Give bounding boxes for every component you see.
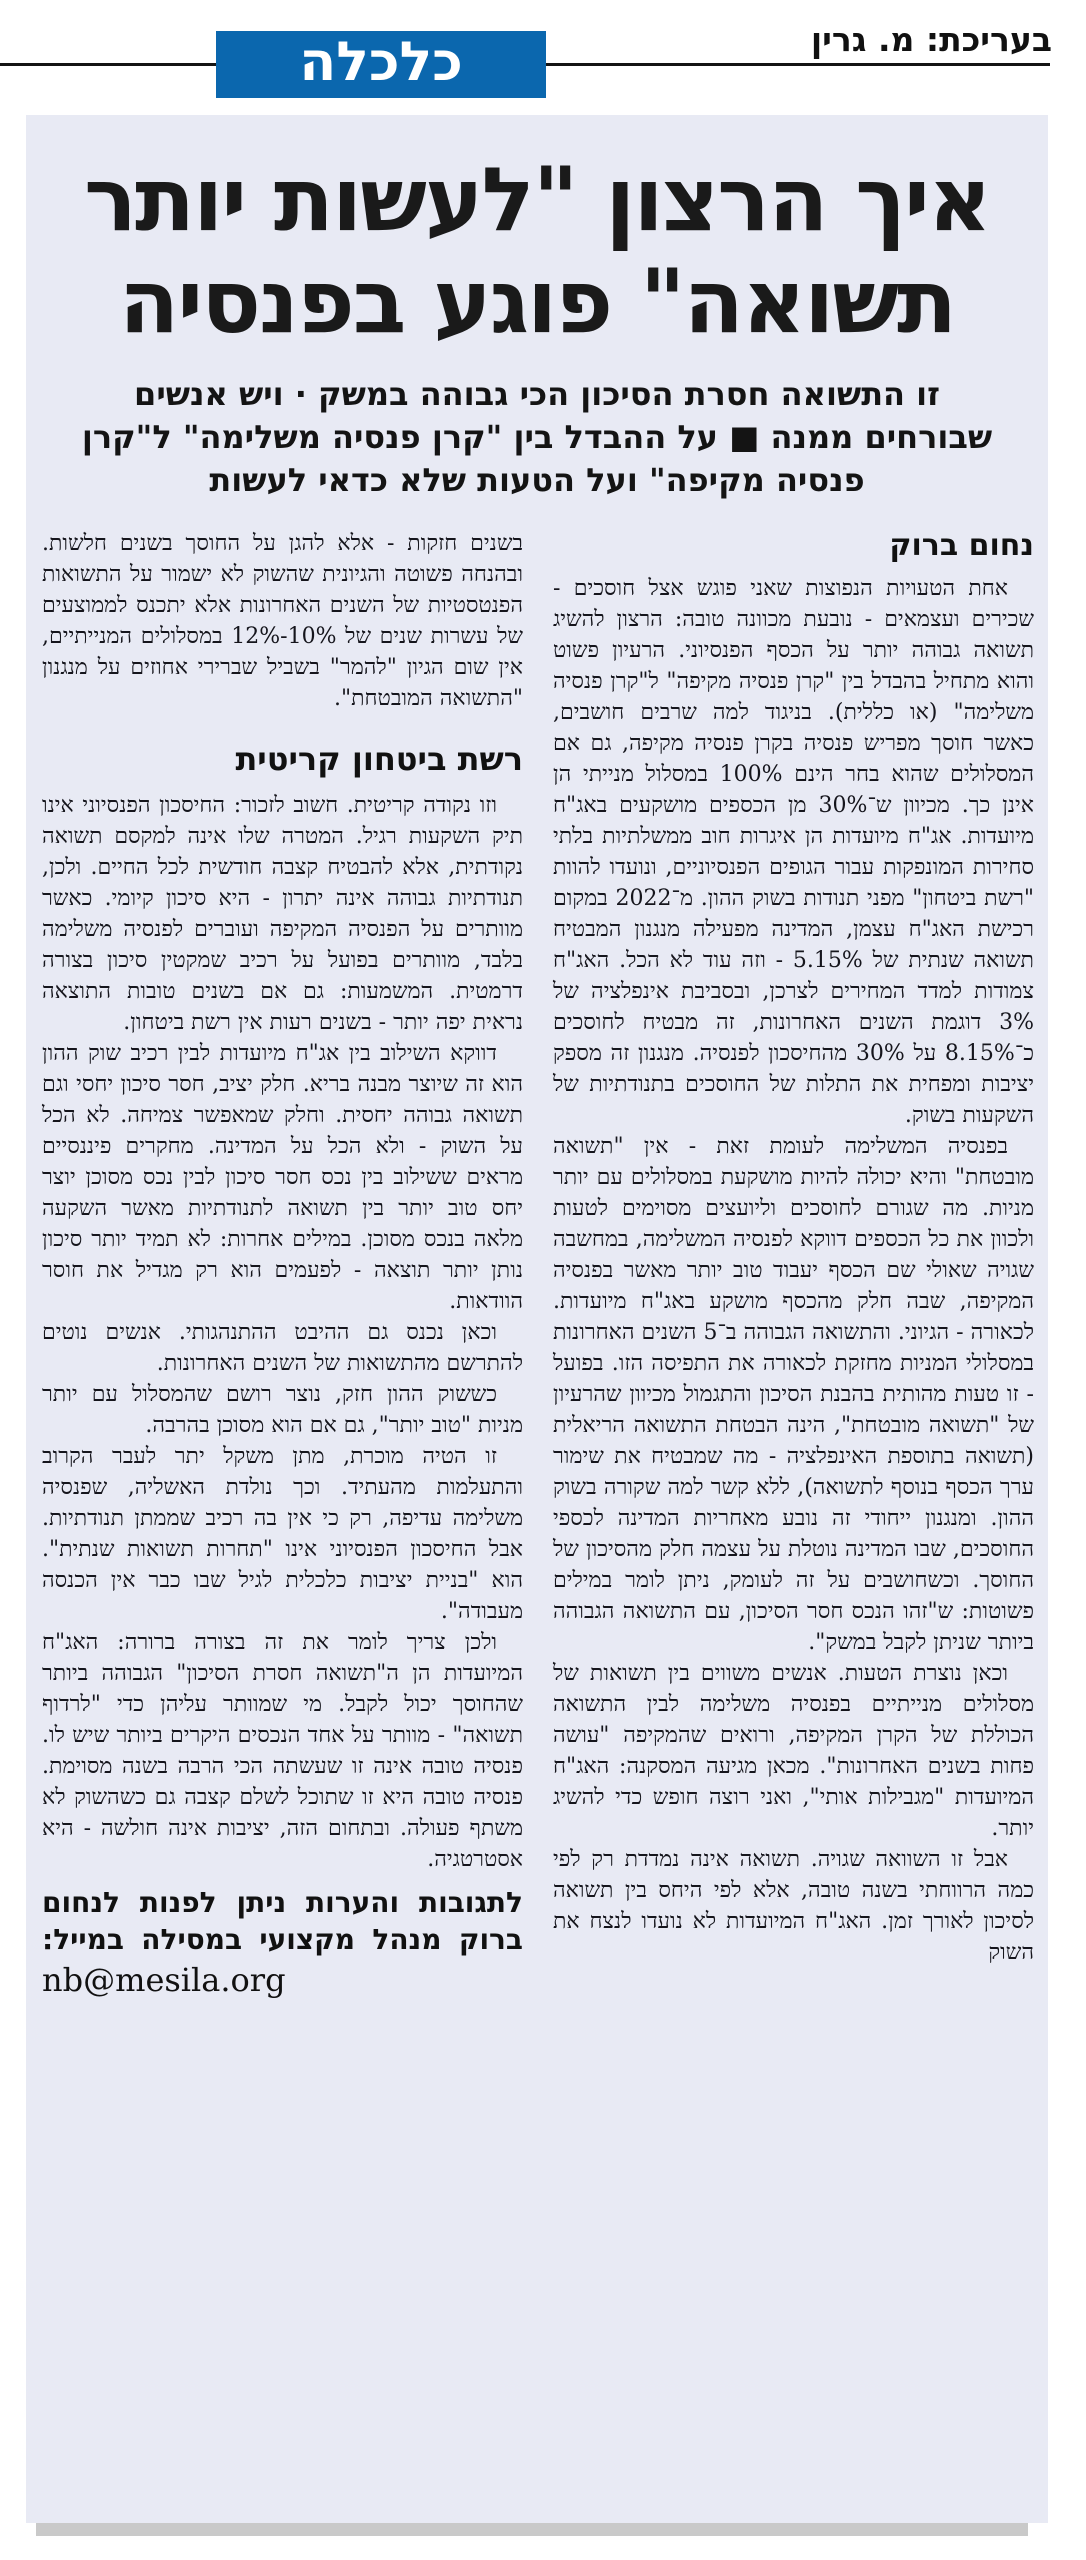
card-bottom-shadow bbox=[36, 2523, 1028, 2536]
body-paragraph: זו הטיה מוכרת, מתן משקל יתר לעבר הקרוב והתעלמות מהעתיד. וכך נולדת האשליה, שפנסיה משלימה עדיפה, רק כי אין בה רכיב שממתן תנודתיות. אבל החיסכון הפנסיוני אינו "תחרות תשואות שנתית". הוא "בניית יציבות כלכלית לגיל שבו כבר אין הכנסה מעבודה". bbox=[42, 1443, 523, 1624]
body-paragraph: אבל זו השוואה שגויה. תשואה אינה נמדדת רק לפי כמה הרווחתי בשנה טובה, אלא לפי היחס בין תשואה לסיכון לאורך זמן. האג"ח המיועדות לא נועדו לנצח את השוק bbox=[553, 1846, 1034, 1965]
headline-line-1: איך הרצון "לעשות יותר bbox=[84, 148, 990, 251]
section-subheading: רשת ביטחון קריטית bbox=[235, 739, 523, 778]
byline-author: נחום ברוק bbox=[889, 527, 1034, 563]
headline bbox=[40, 149, 1034, 353]
section-badge bbox=[216, 31, 546, 98]
headline-line-2: תשואה" פוגע בפנסיה bbox=[118, 250, 956, 354]
body-paragraph: וזו נקודה קריטית. חשוב לזכור: החיסכון הפנסיוני אינו תיק השקעות רגיל. המטרה שלו אינה למקסם תשואה נקודתית, אלא להבטיח קצבה חודשית לכל החיים. ולכן, תנודתיות גבוהה אינה יתרון - היא סיכון קיומי. כאשר מוותרים על הפנסיה המקיפה ועוברים לפנסיה משלימה בלבד, מוותרים בפועל על רכיב שמקטין סיכון בצורה דרמטית. המשמעות: גם אם בשנים טובות התוצאה נראית יפה יותר - בשנים רעות אין רשת ביטחון. bbox=[42, 792, 523, 1035]
body-paragraph: ולכן צריך לומר את זה בצורה ברורה: האג"ח המיועדות הן ה"תשואה חסרת הסיכון" הגבוהה ביותר שהחוסך יכול לקבל. מי שמוותר עליהן כדי "לרדוף תשואה" - מוותר על אחד הנכסים היקרים ביותר שיש לו. פנסיה טובה אינה זו שעשתה הכי הרבה בשנה מסוימת. פנסיה טובה היא זו שתוכל לשלם קצבה גם כשהשוק לא משתף פעולה. ובתחום הזה, יציבות אינה חולשה - היא אסטרטגיה. bbox=[42, 1629, 523, 1872]
body-paragraph: בפנסיה המשלימה לעומת זאת - אין "תשואה מובטחת" והיא יכולה להיות מושקעת במסלולים עם יותר מניות. מה שגורם לחוסכים וליועצים מסוימים לטעות ולכוון את כל הכספים דווקא לפנסיה המשלימה, במחשבה שגויה שאולי שם הכסף יעבוד טוב יותר מאשר בפנסיה המקיפה, שבה חלק מהכסף מושקע באג"ח מיועדות. לכאורה - הגיוני. והתשואה הגבוהה ב־5 השנים האחרונות במסלולי המניות מחזקת לכאורה את התפיסה הזו. בפועל - זו טעות מהותית בהבנת הסיכון והתגמול מכיוון שהרעיון של "תשואה מובטחת", הינה הבטחת התשואה הריאלית (תשואה בתוספת האינפלציה - מה שמבטיח את שימור ערך הכסף בנוסף לתשואה), ללא קשר למה שקורה בשוק ההון. ומנגנון ייחודי זה נובע מאחריות המדינה לכספי החוסכים, שבו המדינה נוטלת על עצמה חלק מהסיכון של החוסך. וכשחושבים על זה לעומק, ניתן לומר במילים פשוטות: ש"זהו הנכס חסר הסיכון, עם התשואה הגבוהה ביותר שניתן לקבל במשק". bbox=[553, 1133, 1034, 1655]
article-body bbox=[40, 528, 1034, 1999]
body-paragraph: אחת הטעויות הנפוצות שאני פוגש אצל חוסכים - שכירים ועצמאים - נובעת מכוונה טובה: הרצון להשיג תשואה גבוהה יותר על הכסף הפנסיוני. הרעיון פשוט והוא מתחיל בהבדל בין "קרן פנסיה מקיפה" ל"קרן פנסיה משלימה" (או כללית). בניגוד למה שרבים חושבים, כאשר חוסך מפריש פנסיה בקרן פנסיה מקיפה, גם אם המסלולים שהוא בחר הינם 100% במסלול מנייתי הן אינן כך. מכיוון ש־30% מן הכספים מושקעים באג"ח מיועדות. אג"ח מיועדות הן איגרות חוב ממשלתיות בלתי סחירות המונפקות עבור הגופים הפנסיוניים, ונועדו להוות "רשת ביטחון" מפני תנודות בשוק ההון. מ־2022 במקום רכישת האג"ח עצמן, המדינה מפעילה מנגנון המבטיח תשואה שנתית של 5.15% - וזה עוד לא הכל. האג"ח צמודות למדד המחירים לצרכן, ובסביבת אינפלציה של 3% דוגמת השנים האחרונות, זה מבטיח לחוסכים כ־8.15% על 30% מהחיסכון לפנסיה. מנגנון זה מספק יציבות ומפחית את התלות של החוסכים בתנודתיות של השקעות בשוק. bbox=[553, 575, 1035, 1128]
contact-note: לתגובות והערות ניתן לפנות לנחום ברוק מנהל מקצועי במסילה במייל: bbox=[42, 1885, 523, 1956]
section-label: כלכלה bbox=[299, 29, 463, 93]
body-paragraph: דווקא השילוב בין אג"ח מיועדות לבין רכיב שוק ההון הוא זה שיוצר מבנה בריא. חלק יציב, חסר סיכון יחסי וגם תשואה גבוהה יחסית. וחלק שמאפשר צמיחה. לא הכל על השוק - ולא הכל על המדינה. מחקרים פיננסיים מראים ששילוב בין נכס חסר סיכון לבין נכס מסוכן יוצר יחס טוב יותר בין תשואה לתנודתיות מאשר השקעה מלאה בנכס מסוכן. במילים אחרות: לא תמיד יותר סיכון נותן יותר תוצאה - לפעמים הוא רק מגדיל את חוסר הוודאות. bbox=[42, 1040, 523, 1314]
article-card bbox=[26, 115, 1048, 2523]
body-paragraph-continuation: בשנים חזקות - אלא להגן על החוסך בשנים חלשות. ובהנחה פשוטה והגיונית שהשוק לא ישמור על התשואות הפנטסטיות של השנים האחרונות אלא יתכנס לממוצעים של עשרות שנים של 10%-12% במסלולים המנייתיים, אין שום הגיון "להמר" בשביל שברירי אחוזים על מנגנון "התשואה המובטחת". bbox=[42, 530, 523, 711]
subheadline: זו התשואה חסרת הסיכון הכי גבוהה במשק · ויש אנשים שבורחים ממנה ■ על ההבדל בין "קרן פנסיה משלימה" ל"קרן פנסיה מקיפה" ועל הטעות שלא כדאי לעשות bbox=[81, 375, 993, 499]
body-paragraph: וכאן נוצרת הטעות. אנשים משווים בין תשואות של מסלולים מנייתיים בפנסיה משלימה לבין התשואה הכוללת של הקרן המקיפה, ורואים שהמקיפה "עושה פחות בשנים האחרונות". מכאן מגיעה המסקנה: האג"ח המיועדות "מגבילות אותי", ואני רוצה חופש כדי להשיג יותר. bbox=[553, 1660, 1034, 1841]
body-paragraph: וכאן נכנס גם ההיבט ההתנהגותי. אנשים נוטים להתרשם מהתשואות של השנים האחרונות. bbox=[42, 1319, 523, 1376]
contact-email: nb@mesila.org bbox=[42, 1960, 286, 1999]
body-paragraph: כששוק ההון חזק, נוצר רושם שהמסלול עם יותר מניות "טוב יותר", גם אם הוא מסוכן בהרבה. bbox=[42, 1381, 523, 1438]
editor-credit: בעריכת: מ. גרין bbox=[810, 20, 1052, 59]
column-right bbox=[553, 528, 1034, 1968]
column-left bbox=[42, 528, 523, 1999]
